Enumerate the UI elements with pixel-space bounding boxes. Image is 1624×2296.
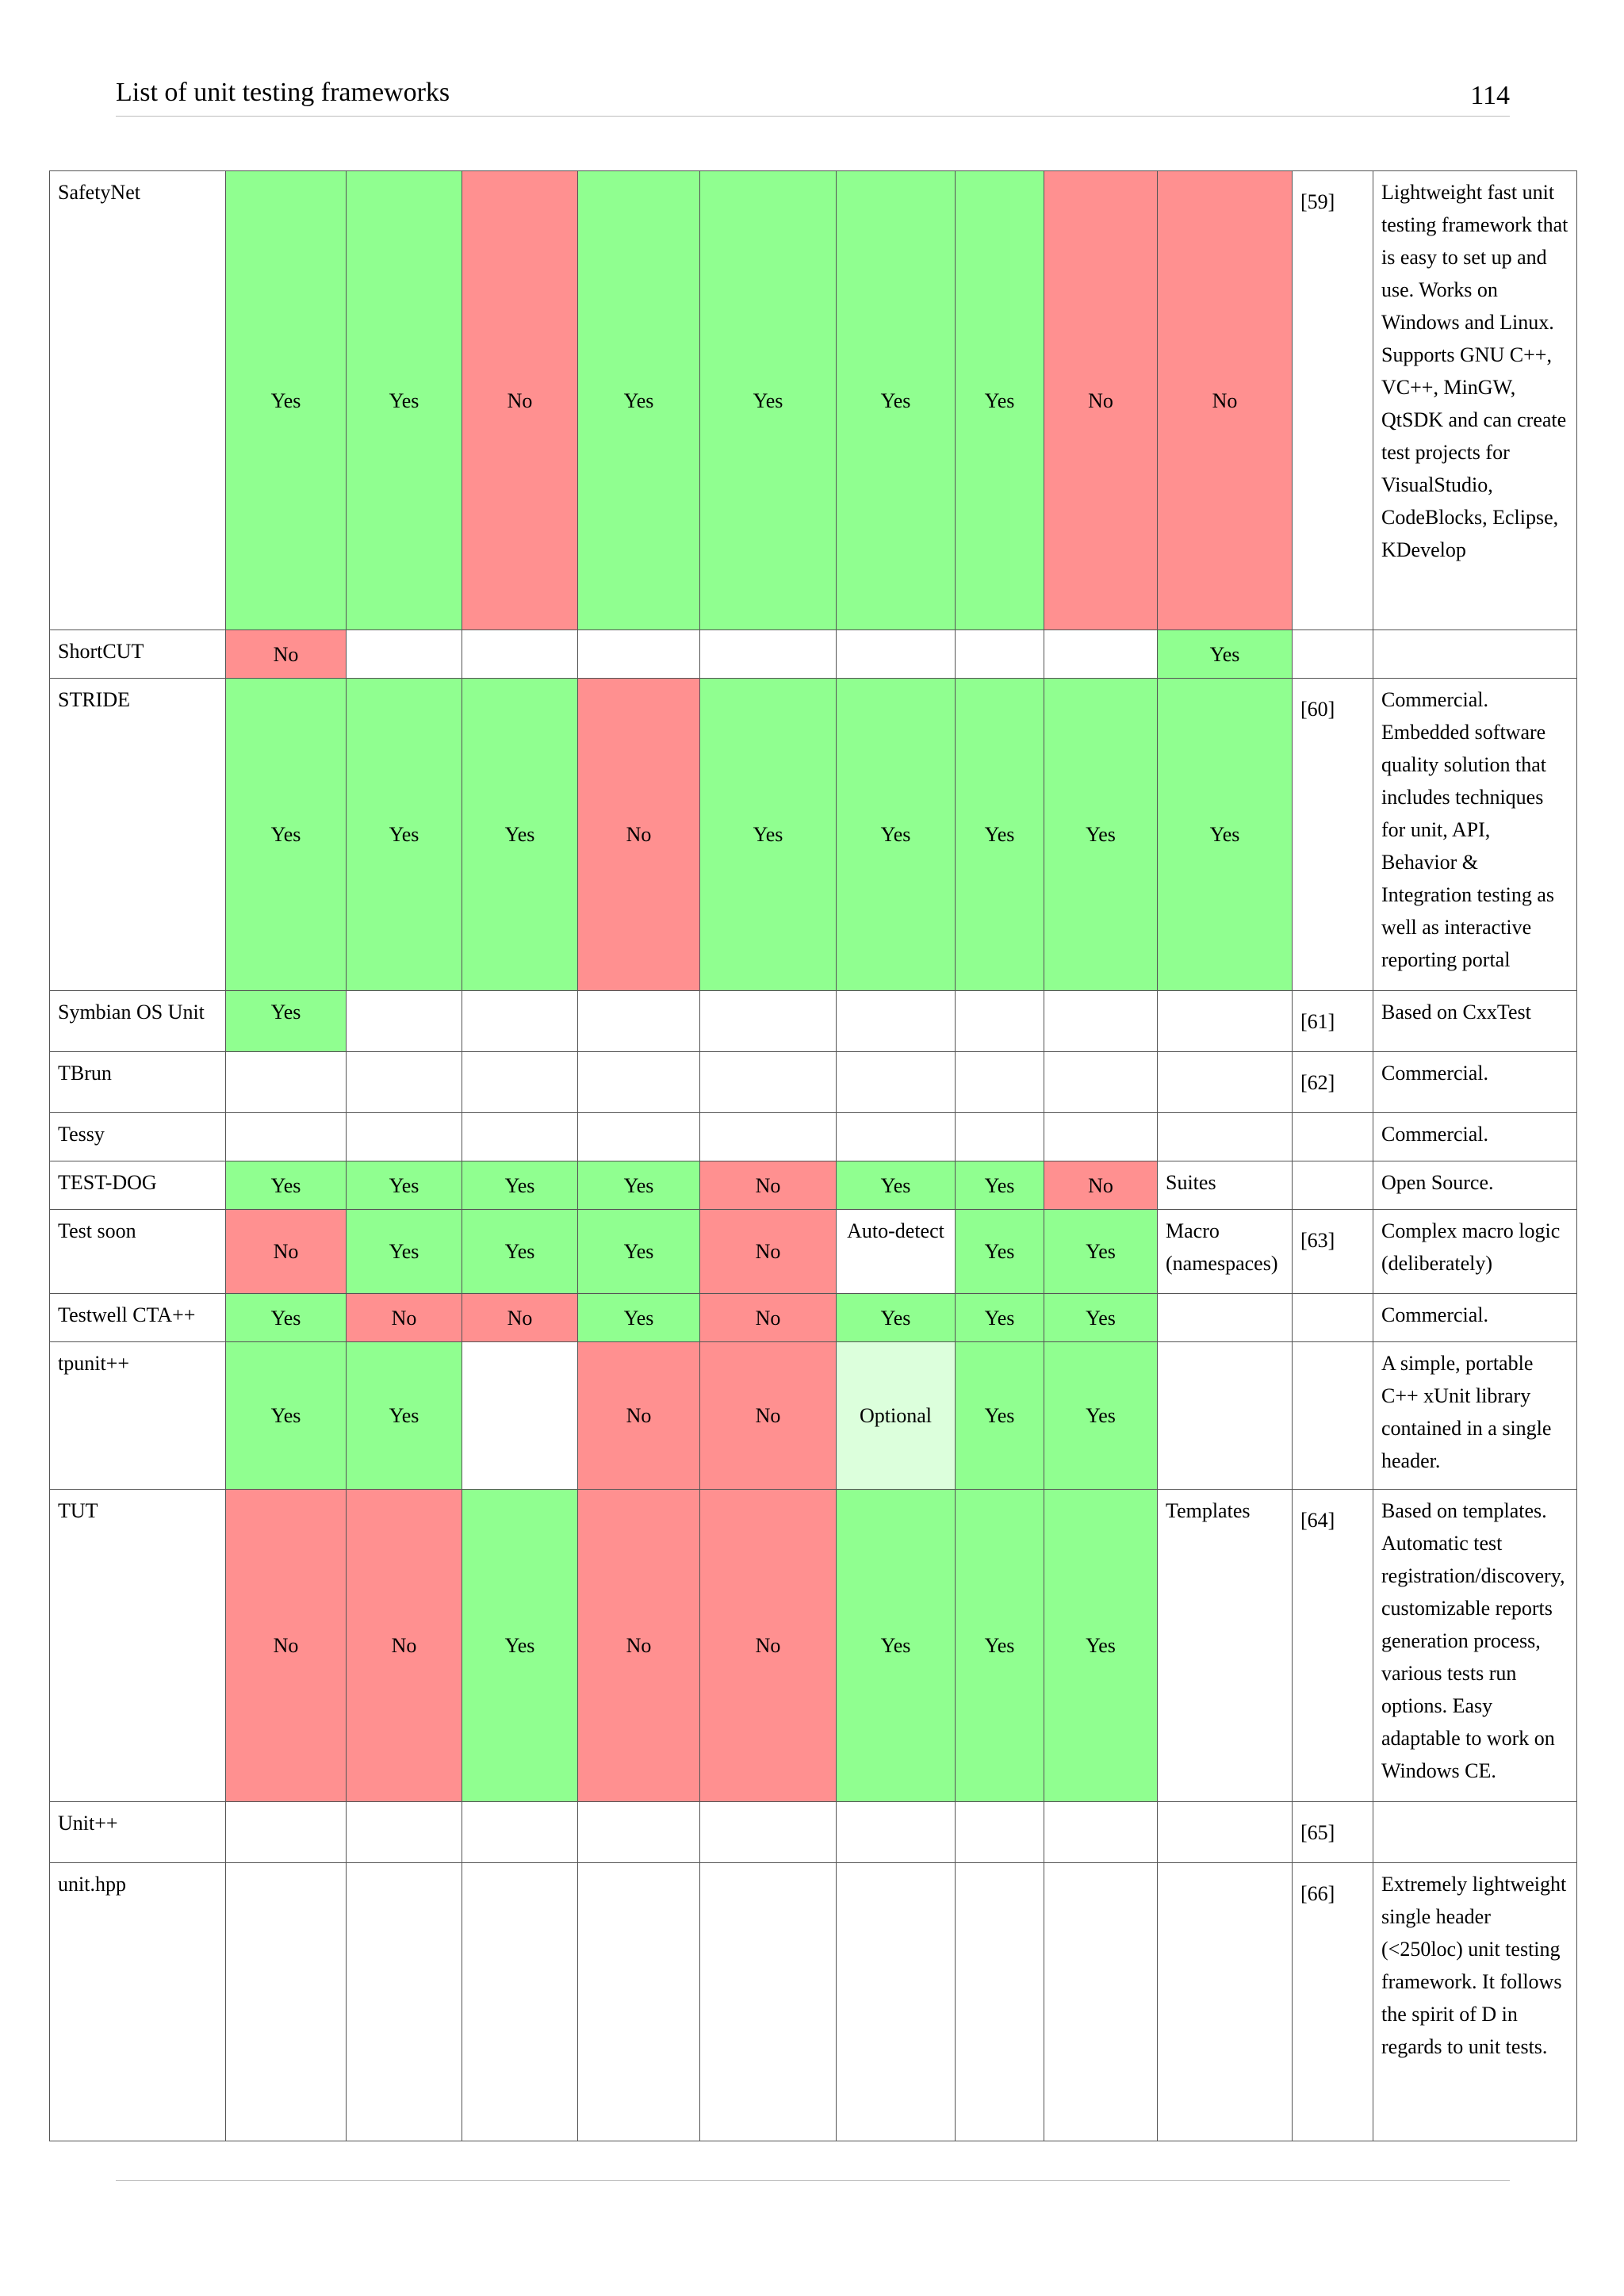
- remarks-cell: [1373, 1802, 1577, 1863]
- remarks-cell: Commercial. Embedded software quality solution that includes techniques for unit, API, Behavior & Integration testing as well as interactive reporting portal: [1373, 679, 1577, 991]
- feature-cell: No: [1044, 171, 1158, 630]
- reference-cell: [1293, 1342, 1373, 1490]
- feature-cell: [462, 1802, 578, 1863]
- table-row: [50, 1802, 1577, 1863]
- framework-name: Test soon: [50, 1210, 226, 1294]
- framework-name: Testwell CTA++: [50, 1294, 226, 1342]
- reference-cell: [66]: [1293, 1863, 1373, 2141]
- feature-cell: Yes: [1044, 679, 1158, 991]
- feature-cell: Yes: [1158, 630, 1293, 679]
- table-row: [50, 1113, 1577, 1161]
- feature-cell: Yes: [956, 1342, 1044, 1490]
- feature-cell: [700, 1052, 837, 1113]
- table-row: [50, 991, 1577, 1052]
- remarks-cell: Lightweight fast unit testing framework that is easy to set up and use. Works on Windows and Linux. Supports GNU C++, VC++, MinGW, QtSDK and can create test projects for VisualStudio, CodeBlocks, Eclipse, KDevelop: [1373, 171, 1577, 630]
- reference-cell: [61]: [1293, 991, 1373, 1052]
- feature-cell: Yes: [1044, 1342, 1158, 1490]
- framework-name: ShortCUT: [50, 630, 226, 679]
- feature-cell: [956, 991, 1044, 1052]
- feature-cell: Yes: [956, 1294, 1044, 1342]
- feature-cell: [837, 991, 956, 1052]
- table-body: [50, 171, 1577, 2141]
- feature-cell: [837, 1802, 956, 1863]
- feature-cell: Yes: [347, 679, 462, 991]
- feature-cell: [578, 1802, 700, 1863]
- framework-name: Tessy: [50, 1113, 226, 1161]
- feature-cell: [700, 1113, 837, 1161]
- feature-cell: Suites: [1158, 1161, 1293, 1210]
- reference-cell: [1293, 1113, 1373, 1161]
- feature-cell: No: [226, 1210, 347, 1294]
- feature-cell: Yes: [837, 679, 956, 991]
- framework-name: TEST-DOG: [50, 1161, 226, 1210]
- reference-cell: [1293, 630, 1373, 679]
- feature-cell: [578, 1113, 700, 1161]
- feature-cell: Yes: [226, 1342, 347, 1490]
- feature-cell: Yes: [1044, 1490, 1158, 1802]
- feature-cell: Yes: [462, 1161, 578, 1210]
- feature-cell: [578, 991, 700, 1052]
- page-title: List of unit testing frameworks: [116, 78, 450, 107]
- feature-cell: Yes: [700, 171, 837, 630]
- feature-cell: Yes: [226, 679, 347, 991]
- feature-cell: [700, 1863, 837, 2141]
- table-row: [50, 1342, 1577, 1490]
- table-row: [50, 1210, 1577, 1294]
- feature-cell: [1158, 1802, 1293, 1863]
- feature-cell: Yes: [578, 1294, 700, 1342]
- feature-cell: Yes: [956, 1161, 1044, 1210]
- feature-cell: Auto-detect: [837, 1210, 956, 1294]
- table-row: [50, 1490, 1577, 1802]
- framework-name: tpunit++: [50, 1342, 226, 1490]
- feature-cell: No: [462, 171, 578, 630]
- feature-cell: [1044, 1113, 1158, 1161]
- feature-cell: No: [226, 630, 347, 679]
- table-row: [50, 171, 1577, 630]
- feature-cell: Yes: [347, 1342, 462, 1490]
- feature-cell: [347, 991, 462, 1052]
- feature-cell: [347, 1052, 462, 1113]
- feature-cell: No: [578, 1490, 700, 1802]
- framework-name: STRIDE: [50, 679, 226, 991]
- feature-cell: [578, 630, 700, 679]
- feature-cell: [347, 1802, 462, 1863]
- remarks-cell: Open Source.: [1373, 1161, 1577, 1210]
- framework-name: TUT: [50, 1490, 226, 1802]
- reference-cell: [63]: [1293, 1210, 1373, 1294]
- feature-cell: [462, 991, 578, 1052]
- feature-cell: [837, 1052, 956, 1113]
- feature-cell: [700, 630, 837, 679]
- feature-cell: Yes: [837, 171, 956, 630]
- feature-cell: [1044, 1802, 1158, 1863]
- feature-cell: Macro (namespaces): [1158, 1210, 1293, 1294]
- feature-cell: [1158, 1113, 1293, 1161]
- feature-cell: Yes: [226, 1294, 347, 1342]
- feature-cell: Yes: [837, 1490, 956, 1802]
- feature-cell: [462, 1342, 578, 1490]
- feature-cell: [1158, 1342, 1293, 1490]
- feature-cell: [462, 1863, 578, 2141]
- feature-cell: [347, 630, 462, 679]
- feature-cell: Yes: [226, 1161, 347, 1210]
- feature-cell: [347, 1113, 462, 1161]
- feature-cell: No: [462, 1294, 578, 1342]
- feature-cell: No: [347, 1294, 462, 1342]
- feature-cell: Yes: [956, 171, 1044, 630]
- remarks-cell: Extremely lightweight single header (<250loc) unit testing framework. It follows the spirit of D in regards to unit tests.: [1373, 1863, 1577, 2141]
- feature-cell: No: [347, 1490, 462, 1802]
- feature-cell: [956, 1113, 1044, 1161]
- remarks-cell: [1373, 630, 1577, 679]
- feature-cell: [956, 1863, 1044, 2141]
- footer-rule: [116, 2180, 1510, 2181]
- feature-cell: [837, 630, 956, 679]
- feature-cell: [462, 1052, 578, 1113]
- feature-cell: Yes: [347, 1210, 462, 1294]
- feature-cell: Yes: [956, 1210, 1044, 1294]
- feature-cell: Yes: [578, 171, 700, 630]
- feature-cell: [700, 1802, 837, 1863]
- feature-cell: Yes: [837, 1161, 956, 1210]
- feature-cell: [1158, 1294, 1293, 1342]
- framework-name: TBrun: [50, 1052, 226, 1113]
- table-row: [50, 1052, 1577, 1113]
- feature-cell: Yes: [837, 1294, 956, 1342]
- feature-cell: [1044, 630, 1158, 679]
- framework-name: Unit++: [50, 1802, 226, 1863]
- page-number: 114: [1470, 81, 1510, 110]
- feature-cell: [578, 1052, 700, 1113]
- feature-cell: [837, 1863, 956, 2141]
- feature-cell: Yes: [578, 1210, 700, 1294]
- feature-cell: No: [578, 1342, 700, 1490]
- remarks-cell: Based on templates. Automatic test registration/discovery, customizable reports generation process, various tests run options. Easy adaptable to work on Windows CE.: [1373, 1490, 1577, 1802]
- feature-cell: Yes: [1044, 1294, 1158, 1342]
- framework-table: [49, 170, 1577, 2141]
- feature-cell: [956, 1802, 1044, 1863]
- feature-cell: [956, 1052, 1044, 1113]
- feature-cell: [226, 1052, 347, 1113]
- reference-cell: [64]: [1293, 1490, 1373, 1802]
- remarks-cell: Complex macro logic (deliberately): [1373, 1210, 1577, 1294]
- table-row: [50, 630, 1577, 679]
- feature-cell: [1158, 1052, 1293, 1113]
- feature-cell: No: [1158, 171, 1293, 630]
- table-row: [50, 1161, 1577, 1210]
- feature-cell: [578, 1863, 700, 2141]
- remarks-cell: Based on CxxTest: [1373, 991, 1577, 1052]
- feature-cell: Yes: [1044, 1210, 1158, 1294]
- feature-cell: [837, 1113, 956, 1161]
- reference-cell: [1293, 1161, 1373, 1210]
- feature-cell: [1044, 1052, 1158, 1113]
- feature-cell: [462, 1113, 578, 1161]
- feature-cell: [226, 1113, 347, 1161]
- feature-cell: Yes: [578, 1161, 700, 1210]
- feature-cell: Optional: [837, 1342, 956, 1490]
- table-row: [50, 1294, 1577, 1342]
- feature-cell: Templates: [1158, 1490, 1293, 1802]
- feature-cell: No: [700, 1294, 837, 1342]
- feature-cell: [226, 1802, 347, 1863]
- feature-cell: [347, 1863, 462, 2141]
- feature-cell: [1158, 991, 1293, 1052]
- feature-cell: [1158, 1863, 1293, 2141]
- reference-cell: [62]: [1293, 1052, 1373, 1113]
- feature-cell: No: [1044, 1161, 1158, 1210]
- feature-cell: Yes: [956, 679, 1044, 991]
- feature-cell: No: [700, 1490, 837, 1802]
- reference-cell: [59]: [1293, 171, 1373, 630]
- table-row: [50, 1863, 1577, 2141]
- feature-cell: Yes: [1158, 679, 1293, 991]
- feature-cell: No: [226, 1490, 347, 1802]
- feature-cell: Yes: [226, 991, 347, 1052]
- feature-cell: [956, 630, 1044, 679]
- framework-name: SafetyNet: [50, 171, 226, 630]
- feature-cell: Yes: [956, 1490, 1044, 1802]
- remarks-cell: Commercial.: [1373, 1052, 1577, 1113]
- reference-cell: [1293, 1294, 1373, 1342]
- feature-cell: [700, 991, 837, 1052]
- reference-cell: [65]: [1293, 1802, 1373, 1863]
- feature-cell: No: [700, 1161, 837, 1210]
- remarks-cell: Commercial.: [1373, 1294, 1577, 1342]
- remarks-cell: A simple, portable C++ xUnit library contained in a single header.: [1373, 1342, 1577, 1490]
- feature-cell: Yes: [462, 1210, 578, 1294]
- table-row: [50, 679, 1577, 991]
- feature-cell: Yes: [462, 1490, 578, 1802]
- feature-cell: Yes: [700, 679, 837, 991]
- feature-cell: [462, 630, 578, 679]
- remarks-cell: Commercial.: [1373, 1113, 1577, 1161]
- feature-cell: Yes: [462, 679, 578, 991]
- framework-name: Symbian OS Unit: [50, 991, 226, 1052]
- feature-cell: [1044, 1863, 1158, 2141]
- feature-cell: Yes: [347, 1161, 462, 1210]
- page-header: [116, 76, 1510, 117]
- feature-cell: No: [700, 1210, 837, 1294]
- feature-cell: [226, 1863, 347, 2141]
- feature-cell: Yes: [347, 171, 462, 630]
- feature-cell: [1044, 991, 1158, 1052]
- framework-name: unit.hpp: [50, 1863, 226, 2141]
- feature-cell: No: [578, 679, 700, 991]
- reference-cell: [60]: [1293, 679, 1373, 991]
- feature-cell: No: [700, 1342, 837, 1490]
- feature-cell: Yes: [226, 171, 347, 630]
